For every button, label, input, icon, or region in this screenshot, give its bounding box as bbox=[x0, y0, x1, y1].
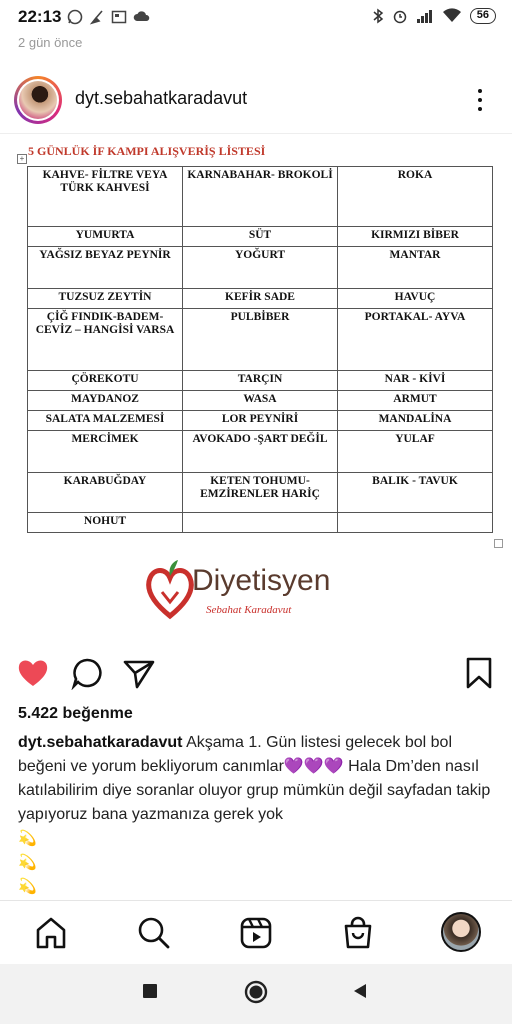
status-time: 22:13 bbox=[18, 7, 62, 26]
table-row bbox=[28, 513, 493, 533]
shopping-list-table bbox=[27, 166, 493, 533]
table-cell: SÜT bbox=[183, 227, 338, 247]
like-count[interactable]: 5.422 beğenme bbox=[18, 705, 133, 722]
table-cell: MAYDANOZ bbox=[28, 391, 183, 411]
broom-icon bbox=[89, 9, 105, 25]
table-row bbox=[28, 411, 493, 431]
table-cell: YULAF bbox=[338, 431, 493, 473]
table-cell: MANDALİNA bbox=[338, 411, 493, 431]
caption-username[interactable]: dyt.sebahatkaradavut bbox=[18, 734, 183, 751]
signal-icon bbox=[416, 9, 434, 23]
shop-icon[interactable] bbox=[340, 915, 376, 951]
table-cell: KETEN TOHUMU- EMZİRENLER HARİÇ bbox=[183, 473, 338, 513]
system-nav-bar bbox=[0, 964, 512, 1024]
news-icon bbox=[111, 9, 127, 25]
caption-emoji-line: 💫 bbox=[18, 878, 37, 895]
table-cell: YAĞSIZ BEYAZ PEYNİR bbox=[28, 247, 183, 289]
profile-avatar[interactable] bbox=[441, 912, 481, 952]
status-left-icons bbox=[67, 9, 151, 25]
alarm-icon bbox=[392, 8, 408, 24]
logo-subtitle: Sebahat Karadavut bbox=[206, 604, 292, 616]
table-cell: ARMUT bbox=[338, 391, 493, 411]
table-cell: KIRMIZI BİBER bbox=[338, 227, 493, 247]
table-resize-handle-icon bbox=[494, 539, 503, 548]
more-options-icon[interactable] bbox=[470, 86, 490, 114]
status-right-icons bbox=[372, 8, 496, 24]
table-row bbox=[28, 289, 493, 309]
table-cell: ROKA bbox=[338, 167, 493, 227]
table-cell: KAHVE- FİLTRE VEYA TÜRK KAHVESİ bbox=[28, 167, 183, 227]
post-header bbox=[0, 74, 512, 130]
table-cell: YOĞURT bbox=[183, 247, 338, 289]
bookmark-icon[interactable] bbox=[462, 656, 496, 690]
table-cell: AVOKADO -ŞART DEĞİL bbox=[183, 431, 338, 473]
table-row bbox=[28, 167, 493, 227]
author-avatar[interactable] bbox=[14, 76, 62, 124]
table-cell: ÇİĞ FINDIK-BADEM- CEVİZ – HANGİSİ VARSA bbox=[28, 309, 183, 371]
document-title: 5 GÜNLÜK İF KAMPI ALIŞVERİŞ LİSTESİ bbox=[28, 144, 266, 158]
whatsapp-icon bbox=[67, 9, 83, 25]
post-actions bbox=[0, 656, 512, 696]
table-cell: TUZSUZ ZEYTİN bbox=[28, 289, 183, 309]
table-cell: KARABUĞDAY bbox=[28, 473, 183, 513]
table-cell: NAR - KİVİ bbox=[338, 371, 493, 391]
send-icon[interactable] bbox=[122, 656, 156, 690]
heart-apple-logo-icon bbox=[144, 558, 196, 622]
avatar-image bbox=[19, 81, 57, 119]
bluetooth-icon bbox=[372, 8, 384, 24]
dietitian-logo bbox=[140, 556, 380, 626]
table-cell: YUMURTA bbox=[28, 227, 183, 247]
table-row bbox=[28, 247, 493, 289]
table-row bbox=[28, 431, 493, 473]
wifi-icon bbox=[442, 8, 462, 24]
post-caption bbox=[18, 731, 498, 899]
table-cell: LOR PEYNİRİ bbox=[183, 411, 338, 431]
table-cell: BALIK - TAVUK bbox=[338, 473, 493, 513]
table-cell: MERCİMEK bbox=[28, 431, 183, 473]
caption-text: Akşama 1. Gün listesi gelecek bol bol beğeni ve yorum bekliyorum canımlar💜💜💜 Hala Dm’den nasıl katılabilirim diye soranlar oluyor grup mümkün değil sayfadan takip yapıyoruz bana yazmanıza gerek yok bbox=[18, 734, 491, 823]
table-row bbox=[28, 309, 493, 371]
logo-text: Diyetisyen bbox=[192, 564, 331, 597]
table-cell: PORTAKAL- AYVA bbox=[338, 309, 493, 371]
table-row bbox=[28, 227, 493, 247]
home-button-icon[interactable] bbox=[244, 980, 268, 1004]
table-cell: HAVUÇ bbox=[338, 289, 493, 309]
table-cell: KEFİR SADE bbox=[183, 289, 338, 309]
search-icon[interactable] bbox=[136, 915, 172, 951]
comment-icon[interactable] bbox=[70, 656, 104, 690]
posted-time: 2 gün önce bbox=[18, 35, 83, 50]
table-cell bbox=[338, 513, 493, 533]
battery-indicator: 56 bbox=[470, 8, 496, 24]
table-row bbox=[28, 473, 493, 513]
table-cell: WASA bbox=[183, 391, 338, 411]
heart-icon[interactable] bbox=[16, 656, 50, 690]
table-cell: TARÇIN bbox=[183, 371, 338, 391]
status-bar bbox=[0, 0, 512, 34]
cloud-icon bbox=[133, 9, 151, 25]
header-divider bbox=[0, 133, 512, 134]
author-username[interactable]: dyt.sebahatkaradavut bbox=[75, 88, 248, 108]
table-cell: MANTAR bbox=[338, 247, 493, 289]
back-icon[interactable] bbox=[351, 982, 369, 1000]
table-move-handle-icon: + bbox=[17, 154, 27, 164]
recents-icon[interactable] bbox=[141, 982, 159, 1000]
table-cell: SALATA MALZEMESİ bbox=[28, 411, 183, 431]
reels-icon[interactable] bbox=[238, 915, 274, 951]
table-cell: NOHUT bbox=[28, 513, 183, 533]
table-row bbox=[28, 371, 493, 391]
table-row bbox=[28, 391, 493, 411]
home-icon[interactable] bbox=[33, 915, 69, 951]
table-cell: PULBİBER bbox=[183, 309, 338, 371]
table-cell: ÇÖREKOTU bbox=[28, 371, 183, 391]
caption-emoji-line: 💫 bbox=[18, 854, 37, 871]
caption-emoji-line: 💫 bbox=[18, 830, 37, 847]
table-cell bbox=[183, 513, 338, 533]
table-cell: KARNABAHAR- BROKOLİ bbox=[183, 167, 338, 227]
bottom-nav bbox=[0, 900, 512, 964]
